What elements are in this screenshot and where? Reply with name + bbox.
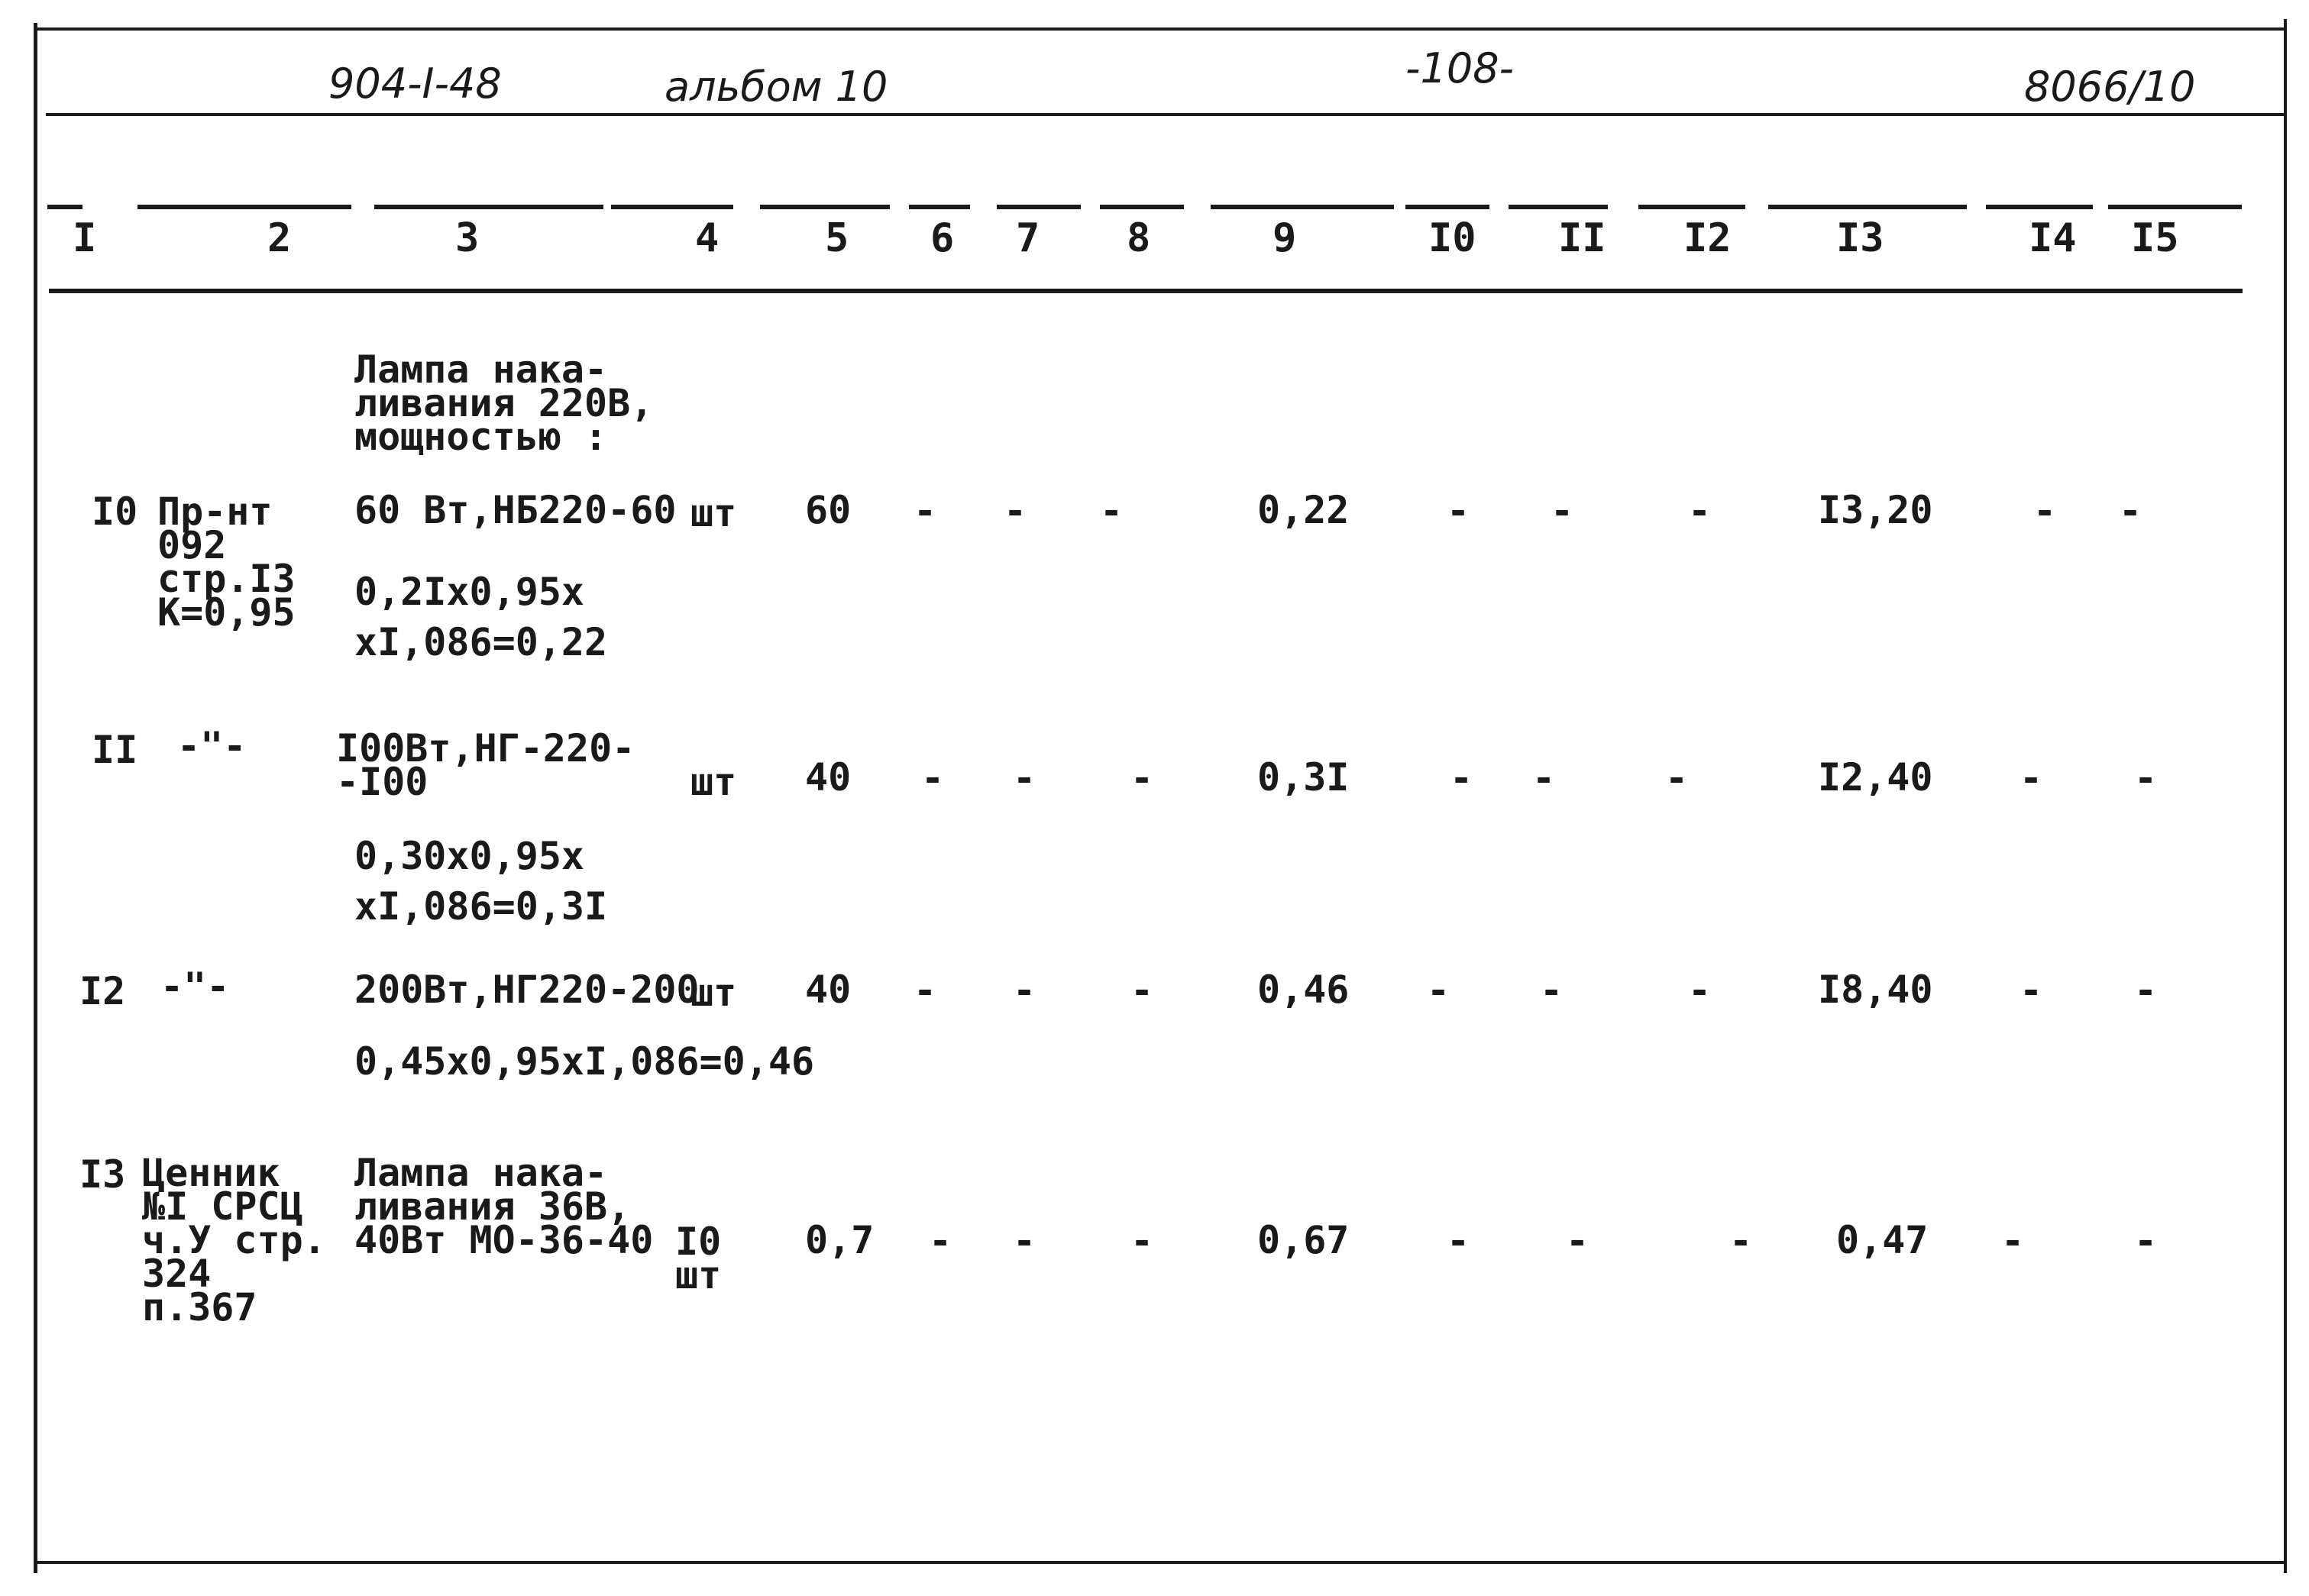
cell-col8: - xyxy=(1100,489,1124,533)
cell-col12: - xyxy=(1688,489,1712,533)
column-header-12: I2 xyxy=(1683,215,1732,261)
column-header-2: 2 xyxy=(267,215,292,261)
column-header-4: 4 xyxy=(695,215,720,261)
item-description-intro: Лампа нака- ливания 220В, мощностью : xyxy=(354,347,654,459)
quantity: 40 xyxy=(805,968,852,1012)
column-header-14: I4 xyxy=(2029,215,2077,261)
cell-col10: - xyxy=(1447,1219,1470,1263)
frame-right-border xyxy=(2284,19,2287,1573)
album-label: альбом 10 xyxy=(665,63,888,111)
column-header-1: I xyxy=(73,215,97,261)
quantity: 40 xyxy=(805,755,852,800)
cell-col12: - xyxy=(1688,968,1712,1013)
cell-col14: - xyxy=(2020,968,2043,1013)
item-description: I00Вт,НГ-220- -I00 xyxy=(336,726,635,804)
cell-col14: - xyxy=(2001,1219,2025,1263)
item-calculation: 0,30х0,95х хI,086=0,3I xyxy=(354,834,608,929)
column-header-10: I0 xyxy=(1428,215,1476,261)
item-calculation: 0,2Iх0,95х хI,086=0,22 xyxy=(354,570,608,664)
cell-col7: - xyxy=(1013,756,1036,800)
quantity: 60 xyxy=(805,488,852,532)
cell-col15: - xyxy=(2119,489,2142,533)
column-header-7: 7 xyxy=(1016,215,1040,261)
cell-col9: 0,22 xyxy=(1257,488,1350,532)
cell-col10: - xyxy=(1450,756,1473,800)
column-header-15: I5 xyxy=(2131,215,2179,261)
cell-col9: 0,67 xyxy=(1257,1218,1350,1262)
item-calculation: 0,45х0,95хI,086=0,46 xyxy=(354,1039,815,1084)
column-header-6: 6 xyxy=(930,215,955,261)
price-source: Пр-нт 092 стр.I3 К=0,95 xyxy=(157,489,296,635)
cell-col15: - xyxy=(2134,968,2158,1013)
cell-col15: - xyxy=(2134,1219,2158,1263)
row-number: I3 xyxy=(79,1152,126,1197)
cell-col12: - xyxy=(1729,1219,1753,1263)
cell-col6: - xyxy=(914,968,937,1013)
cell-col10: - xyxy=(1427,968,1450,1013)
row-number: I2 xyxy=(79,969,126,1013)
cell-col11: - xyxy=(1532,756,1556,800)
cell-col15: - xyxy=(2134,756,2158,800)
cell-col7: - xyxy=(1013,968,1036,1013)
quantity: 0,7 xyxy=(805,1218,875,1262)
column-header-5: 5 xyxy=(825,215,849,261)
cell-col11: - xyxy=(1540,968,1564,1013)
cell-col7: - xyxy=(1013,1219,1036,1263)
frame-bottom-border xyxy=(34,1561,2287,1564)
frame-left-border xyxy=(34,23,37,1573)
cell-col8: - xyxy=(1130,756,1154,800)
item-description: 200Вт,НГ220-200 xyxy=(354,968,700,1012)
page-number: -108- xyxy=(1405,44,1515,92)
frame-top-border xyxy=(34,27,2287,31)
cell-col9: 0,3I xyxy=(1257,755,1350,800)
price-source: -"- xyxy=(160,964,230,1009)
column-header-13: I3 xyxy=(1836,215,1884,261)
row-number: II xyxy=(92,728,138,772)
column-header-3: 3 xyxy=(455,215,480,261)
column-header-8: 8 xyxy=(1127,215,1151,261)
cell-col13: I2,40 xyxy=(1818,755,1933,800)
cell-col13: 0,47 xyxy=(1836,1218,1929,1262)
column-header-9: 9 xyxy=(1273,215,1297,261)
unit: шт xyxy=(690,760,737,804)
cell-col11: - xyxy=(1566,1219,1589,1263)
cell-col6: - xyxy=(929,1219,952,1263)
column-header-11: II xyxy=(1558,215,1606,261)
cell-col13: I8,40 xyxy=(1818,968,1933,1012)
cell-col8: - xyxy=(1130,968,1154,1013)
cell-col14: - xyxy=(2020,756,2043,800)
row-number: I0 xyxy=(92,489,138,534)
cell-col7: - xyxy=(1004,489,1027,533)
unit: шт xyxy=(690,971,737,1015)
cell-col12: - xyxy=(1665,756,1689,800)
cell-col6: - xyxy=(914,489,937,533)
item-description: 60 Вт,НБ220-60 xyxy=(354,488,677,532)
cell-col10: - xyxy=(1447,489,1470,533)
price-source: -"- xyxy=(177,724,247,768)
column-header-underline xyxy=(49,289,2243,293)
unit: шт xyxy=(690,491,737,535)
cell-col8: - xyxy=(1130,1219,1154,1263)
cell-col11: - xyxy=(1551,489,1574,533)
cell-col6: - xyxy=(921,756,945,800)
price-source: Ценник №I СРСЦ ч.У стр. 324 п.367 xyxy=(142,1151,326,1329)
project-code: 904-I-48 xyxy=(328,60,502,108)
cell-col13: I3,20 xyxy=(1818,488,1933,532)
header-divider xyxy=(46,113,2284,116)
cell-col9: 0,46 xyxy=(1257,968,1350,1012)
item-description: Лампа нака- ливания 36В, 40Вт МО-36-40 xyxy=(354,1151,654,1262)
cell-col14: - xyxy=(2033,489,2057,533)
sheet-number: 8066/10 xyxy=(2024,63,2196,111)
unit: I0 шт xyxy=(675,1220,722,1297)
